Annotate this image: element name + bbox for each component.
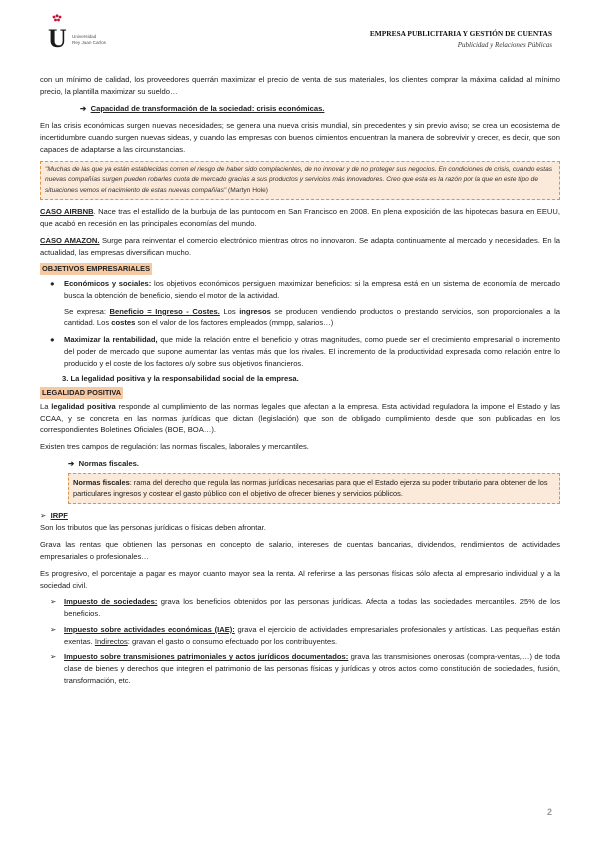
paragraph: En las crisis económicas surgen nuevas necesidades; se genera una nueva crisis mundial, sin precedentes y sin previo aviso; se crea un ecosistema de incertidumbre cuando surgen nuevas sideas, y cuando las empresas con buenos cimientos encuentran la manera de sobrevivir y crecer, es decir, que son capaces de adaptarse a las circunstancias. bbox=[40, 121, 560, 154]
logo-caption: Universidad Rey Juan Carlos bbox=[72, 34, 106, 46]
paragraph: La legalidad positiva responde al cumplimiento de las normas legales que afectan a la empresa. Esta actividad reguladora la impone el Estado y las CCAA, y se concreta en las normas jurídicas que dictan (legislación) que son de obligado cumplimiento desde que son publicadas en los correspondientes Boletines Oficiales (BOE, BOA…). bbox=[40, 401, 560, 435]
numbered-heading: 3. La legalidad positiva y la responsabilidad social de la empresa. bbox=[62, 374, 299, 384]
arrow-heading: ➔ Capacidad de transformación de la sociedad: crisis económicas. bbox=[80, 103, 325, 113]
paragraph: Es progresivo, el porcentaje a pagar es mayor cuanto mayor sea la renta. Al referirse a las personas físicas sólo afecta al empresario individual y a la sociedad civil. bbox=[40, 568, 560, 590]
list-item: ● Maximizar la rentabilidad, que mide la relación entre el beneficio y otras magnitudes, como puede ser el crecimiento empresarial o incremento del poder de mercado que supone aumentar las ventas más que los rivales. El incremento de la productividad expresada como relación entre lo producido y el coste de los factores o/y sobre sus objetivos financieros. bbox=[50, 335, 560, 368]
arrowhead-icon: ➢ bbox=[50, 624, 57, 634]
logo-letter: U bbox=[48, 24, 67, 53]
section-heading-objetivos: OBJETIVOS EMPRESARIALES bbox=[42, 264, 151, 274]
paragraph: Grava las rentas que obtienen las personas en concepto de salario, intereses de cuentas bancarias, dividendos, rendimientos de actividades empresariales o profesionales… bbox=[40, 540, 560, 562]
paragraph: Existen tres campos de regulación: las normas fiscales, laborales y mercantiles. bbox=[40, 442, 309, 452]
crown-icon bbox=[52, 14, 62, 24]
bullet-icon: ● bbox=[50, 335, 55, 345]
document-subtitle: Publicidad y Relaciones Públicas bbox=[457, 41, 552, 49]
bullet-icon: ● bbox=[50, 279, 55, 289]
page-content bbox=[40, 74, 560, 691]
impuestos-list bbox=[40, 596, 560, 686]
quote-box: "Muchas de las que ya están establecidas corren el riesgo de haber sido complacientes, de no innovar y de no proteger sus negocios. En condiciones de crisis, cuando estas nuevas compañías surgen pueden robarles cuota de mercado gracias a sus productos y servicios más innovadores. Creo que esta es la razón por la que en este tipo de situaciones vemos el nacimiento de estas nuevas compañías" (Martyn Hole) bbox=[40, 161, 560, 201]
case-airbnb: CASO AIRBNB. Nace tras el estallido de la burbuja de las puntocom en San Francisco en 2008. En plena exposición de las hipotecas basura en EEUU, que acabó en recesión en las principales economías del mundo. bbox=[40, 207, 560, 228]
arrow-right-icon: ➔ bbox=[68, 459, 75, 469]
section-heading-legalidad: LEGALIDAD POSITIVA bbox=[42, 388, 122, 398]
document-title: EMPRESA PUBLICITARIA Y GESTIÓN DE CUENTAS bbox=[369, 29, 552, 38]
list-item: ➢ Impuesto sobre transmisiones patrimoniales y actos jurídicos documentados: grava las transmisiones onerosas (compra-ventas,…) de toda clase de bienes y derechos que integren el patrimonio de las personas físicas y jurídicas y otros actos como constitución de sociedades, fusión, transformación, etc. bbox=[50, 652, 560, 685]
objetivos-list bbox=[40, 278, 560, 302]
university-logo bbox=[48, 12, 138, 52]
paragraph: con un mínimo de calidad, los proveedores querrán maximizar el precio de venta de sus materiales, los clientes comprar la máxima calidad al mínimo precio, la plantilla maximizar su sueldo… bbox=[40, 75, 560, 96]
list-item: ➢ Impuesto sobre actividades económicas (IAE): grava el ejercicio de actividades empresariales profesionales y artísticas. Las pequeñas están exentas. Indirectos: gravan el gasto o consumo efectuado por los contribuyentes. bbox=[50, 624, 560, 646]
case-amazon: CASO AMAZON. Surge para reinventar el comercio electrónico mientras otros no innovaron. Se adapta continuamente al mercado y necesidades. En la actualidad, las empresas diversifican mucho. bbox=[40, 235, 560, 257]
page-number: 2 bbox=[546, 807, 552, 817]
formula-paragraph: Se expresa: Beneficio = Ingreso - Costes. Los ingresos se producen vendiendo productos o prestando servicios, son proporcionales a la cantidad. Los costes son el valor de los factores empleados (mmpp, salarios…) bbox=[64, 306, 560, 328]
list-item: ➢ Impuesto de sociedades: grava los beneficios obtenidos por las personas jurídicas. Afecta a todas las sociedades mercantiles. 25% de los beneficios. bbox=[50, 597, 560, 619]
arrowhead-icon: ➢ bbox=[40, 510, 47, 520]
arrowhead-icon: ➢ bbox=[50, 652, 57, 662]
list-item: ● Económicos y sociales: los objetivos económicos persiguen maximizar beneficios: si la empresa está en un sistema de economía de mercado busca la obtención de beneficio, siendo el motor de la actividad. bbox=[50, 279, 560, 300]
paragraph: Son los tributos que las personas jurídicas o físicas deben afrontar. bbox=[40, 523, 266, 533]
irpf-heading: ➢ IRPF bbox=[40, 510, 68, 520]
arrow-right-icon: ➔ bbox=[80, 103, 87, 113]
definition-box: Normas fiscales: rama del derecho que regula las normas jurídicas necesarias para que el Estado ejerza su poder tributario para obtener de los particulares ingresos y costear el gasto público con el objetivo de ofrecer bienes y servicios públicos. bbox=[68, 473, 560, 504]
arrowhead-icon: ➢ bbox=[50, 597, 57, 607]
arrow-heading: ➔ Normas fiscales. bbox=[68, 459, 139, 469]
